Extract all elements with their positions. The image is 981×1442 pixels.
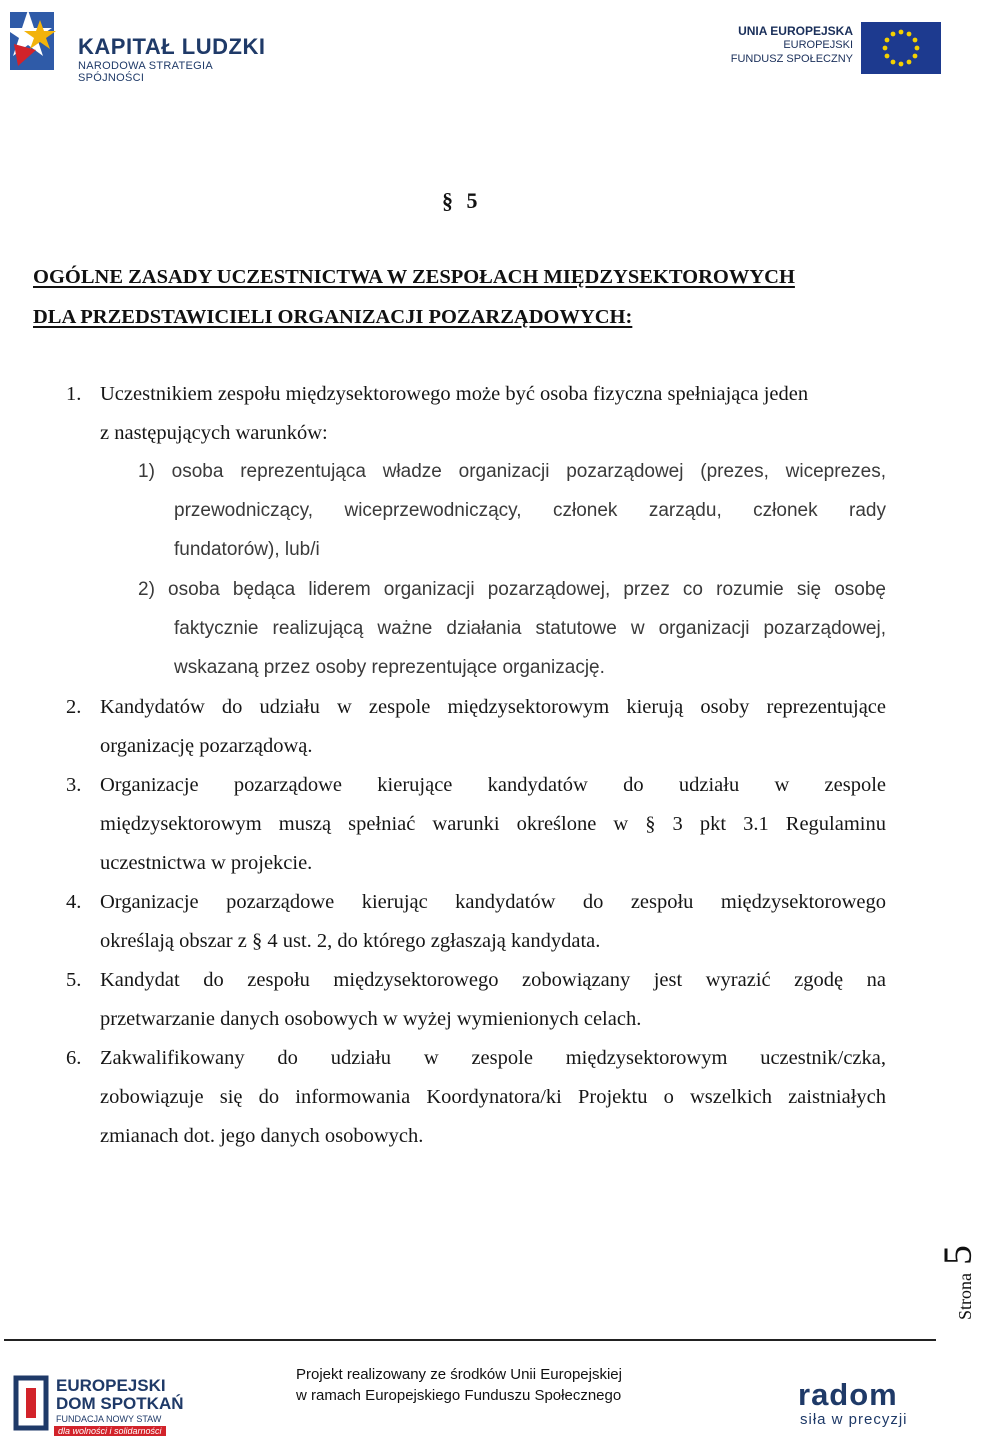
eds-line-4: dla wolności i solidarności [54,1426,166,1436]
radom-logo-name: radom [798,1377,898,1412]
subitem-1-line-2: przewodniczący, wiceprzewodniczący, członek zarządu, członek rady [174,500,886,521]
item-1-line-1: Uczestnikiem zespołu międzysektorowego może być osoba fizyczna spełniająca jeden [100,383,809,405]
radom-logo [798,1377,938,1433]
item-1-number: 1. [66,383,82,405]
page-number-label: Strona [955,1273,975,1320]
item-1-line-2: z następujących warunków: [100,422,328,444]
item-3-line-1: Organizacje pozarządowe kierujące kandydatów do udziału w zespole [100,774,886,796]
eu-flag-icon [861,22,941,74]
heading-line-1: OGÓLNE ZASADY UCZESTNICTWA W ZESPOŁACH MIĘDZYSEKTOROWYCH [33,266,795,288]
eds-emblem-icon [14,1374,54,1436]
item-3-line-3: uczestnictwa w projekcie. [100,852,313,874]
kapital-ludzki-subtitle: NARODOWA STRATEGIA SPÓJNOŚCI [78,60,213,84]
section-number [442,188,478,214]
section-symbol: § [442,188,453,213]
eds-line-3: FUNDACJA NOWY STAW [56,1414,162,1424]
footer-line-2: w ramach Europejskiego Funduszu Społecznego [296,1387,622,1404]
footer-divider [4,1339,936,1341]
europejski-dom-spotkan-logo [14,1372,189,1438]
eu-logo [730,22,945,74]
eds-line-1: EUROPEJSKI [56,1376,166,1395]
item-2-line-2: organizację pozarządową. [100,735,313,757]
item-6-line-2: zobowiązuje się do informowania Koordynatora/ki Projektu o wszelkich zaistniałych [100,1086,886,1108]
item-3-number: 3. [66,774,82,796]
item-4-line-2: określają obszar z § 4 ust. 2, do którego zgłaszają kandydata. [100,930,601,952]
item-5-line-2: przetwarzanie danych osobowych w wyżej wymienionych celach. [100,1008,642,1030]
item-6-number: 6. [66,1047,82,1069]
heading-line-2: DLA PRZEDSTAWICIELI ORGANIZACJI POZARZĄDOWYCH: [33,306,633,328]
eu-logo-line1: UNIA EUROPEJSKA [738,24,853,38]
kapital-ludzki-title: KAPITAŁ LUDZKI [78,34,266,59]
item-4-line-1: Organizacje pozarządowe kierując kandydatów do zespołu międzysektorowego [100,891,886,913]
item-4-number: 4. [66,891,82,913]
item-3-line-2: międzysektorowym muszą spełniać warunki określone w § 3 pkt 3.1 Regulaminu [100,813,886,835]
item-2-line-1: Kandydatów do udziału w zespole międzysektorowym kierują osoby reprezentujące [100,696,886,718]
subitem-2-line-2: faktycznie realizującą ważne działania statutowe w organizacji pozarządowej, [174,618,886,639]
item-6-line-3: zmianach dot. jego danych osobowych. [100,1125,424,1147]
item-6-line-1: Zakwalifikowany do udziału w zespole międzysektorowym uczestnik/czka, [100,1047,886,1069]
subitem-1-line-3: fundatorów), lub/i [174,539,320,560]
subitem-2-line-1: 2) osoba będąca liderem organizacji pozarządowej, przez co rozumie się osobę [138,579,886,600]
footer-line-1: Projekt realizowany ze środków Unii Europejskiej [296,1366,622,1383]
kapital-ludzki-emblem-icon [6,4,70,76]
item-5-line-1: Kandydat do zespołu międzysektorowego zobowiązany jest wyrazić zgodę na [100,969,886,991]
kapital-ludzki-logo [6,4,266,84]
page-number [934,1245,981,1320]
eu-logo-line2: EUROPEJSKI [783,39,853,51]
radom-logo-tagline: siła w precyzji [800,1411,908,1428]
section-digit: 5 [466,188,478,213]
eds-line-2: DOM SPOTKAŃ [56,1394,184,1413]
eu-logo-line3: FUNDUSZ SPOŁECZNY [730,53,853,65]
subitem-2-line-3: wskazaną przez osoby reprezentujące organizację. [174,657,605,678]
subitem-1-line-1: 1) osoba reprezentująca władze organizacji pozarządowej (prezes, wiceprezes, [138,461,886,482]
item-2-number: 2. [66,696,82,718]
page-number-value: 5 [935,1245,980,1265]
item-5-number: 5. [66,969,82,991]
